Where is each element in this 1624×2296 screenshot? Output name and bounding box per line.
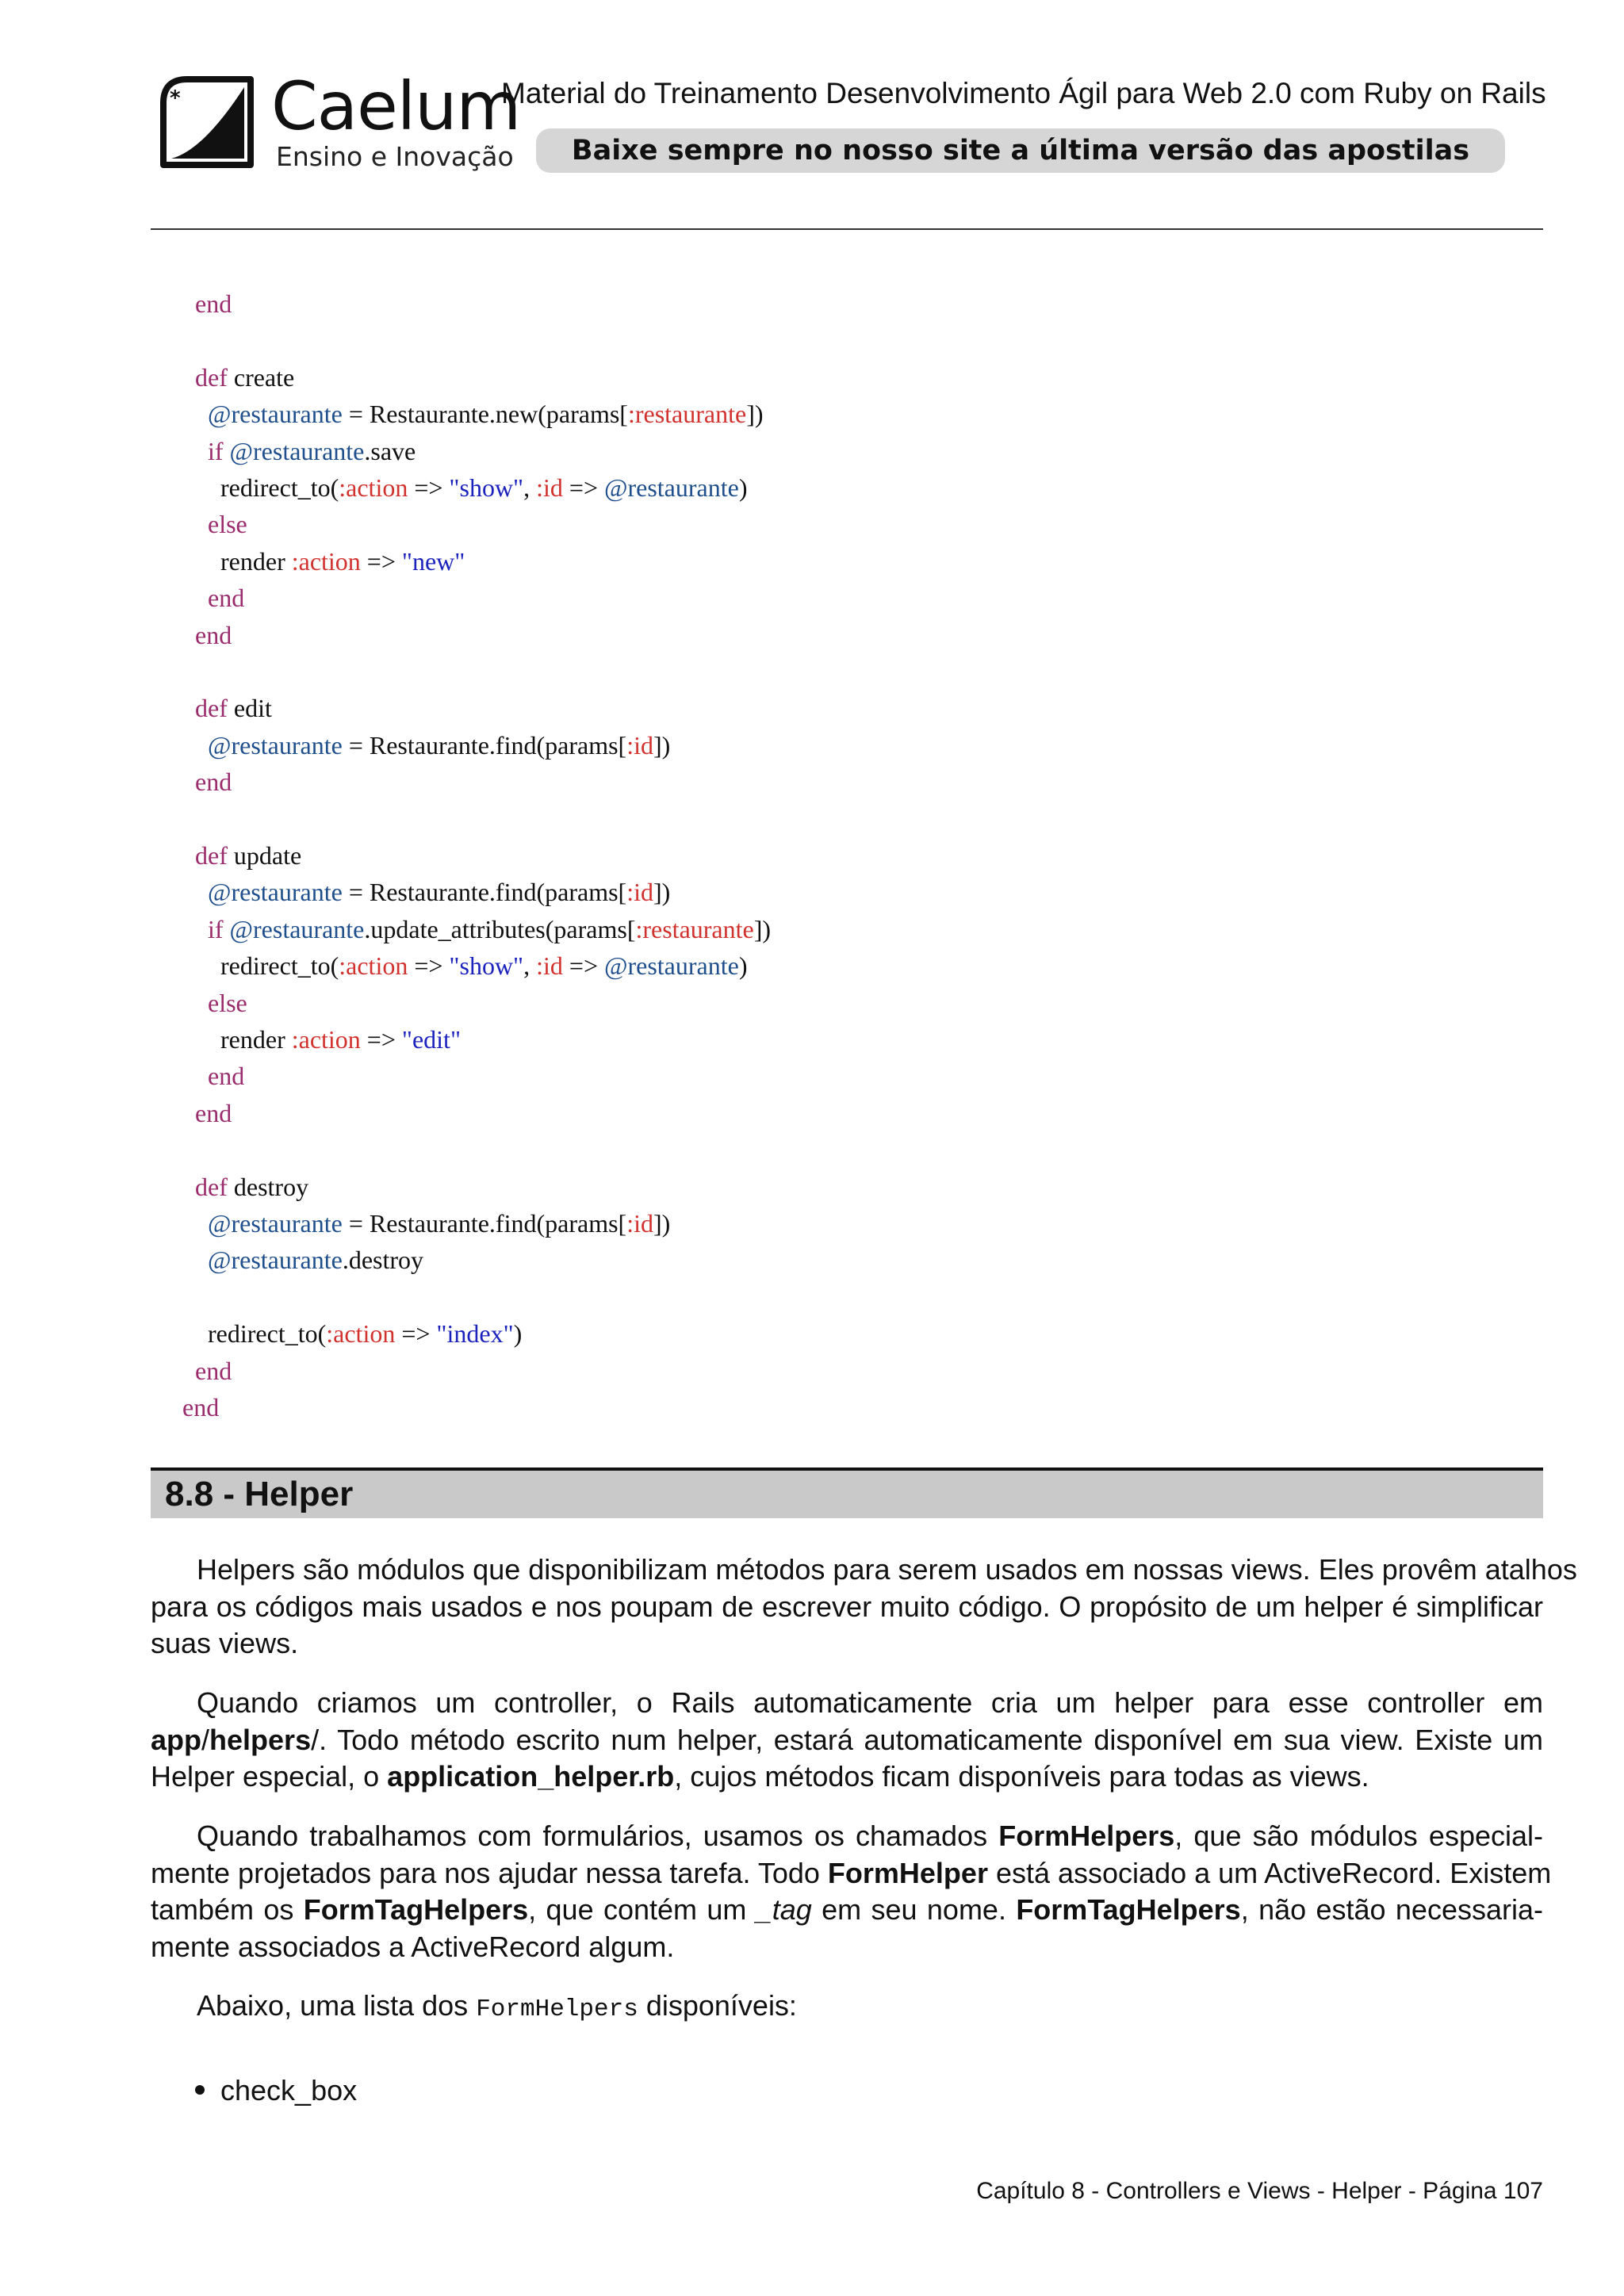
code-token: => xyxy=(562,473,604,502)
code-token: end xyxy=(170,584,245,613)
code-token: else xyxy=(170,510,247,539)
paragraph-line: suas views. xyxy=(151,1627,299,1659)
paragraph-3 xyxy=(151,1818,1552,1965)
code-token: => xyxy=(360,546,402,576)
code-line xyxy=(170,396,764,432)
paragraph-line xyxy=(151,1722,1543,1759)
code-line xyxy=(170,1315,522,1352)
code-line xyxy=(170,1021,461,1058)
bold-text: application_helper.rb xyxy=(387,1760,675,1793)
code-line xyxy=(170,1353,232,1389)
code-token: "index" xyxy=(436,1319,514,1349)
code-line xyxy=(170,359,294,396)
caelum-logo xyxy=(155,67,521,176)
header-title: Material do Treinamento Desenvolvimento Ágil para Web 2.0 com Ruby on Rails xyxy=(501,77,1546,109)
code-token: :id xyxy=(626,730,653,760)
code-token: :id xyxy=(536,473,563,502)
paragraph-line xyxy=(151,1818,1543,1855)
code-token: def xyxy=(170,694,228,723)
code-line xyxy=(170,1095,232,1131)
code-token: redirect_to( xyxy=(170,1319,327,1349)
code-token: def xyxy=(170,841,228,870)
code-token: ) xyxy=(738,473,748,502)
code-token: = Restaurante.find(params[ xyxy=(342,1209,627,1238)
code-token: create xyxy=(227,362,295,392)
list-item-label: check_box xyxy=(220,2074,358,2107)
paragraph-line xyxy=(151,1988,1543,2029)
code-token: @restaurante xyxy=(229,436,365,465)
bullet-icon xyxy=(195,2085,205,2095)
paragraph-1 xyxy=(151,1552,1577,1663)
code-line xyxy=(170,690,272,726)
code-token: .update_attributes(params[ xyxy=(364,914,636,943)
code-token xyxy=(224,915,230,943)
code-token: ]) xyxy=(653,878,671,907)
code-token: end xyxy=(170,1393,220,1422)
code-line xyxy=(170,580,244,616)
code-token: update xyxy=(227,841,302,870)
code-token: :action xyxy=(291,1025,361,1054)
code-token: :restaurante xyxy=(627,400,747,429)
code-token: = Restaurante.find(params[ xyxy=(342,730,627,760)
text: Quando trabalhamos com formulários, usamos os chamados xyxy=(197,1820,999,1852)
code-token: end xyxy=(170,1062,245,1091)
list-item xyxy=(195,2072,357,2109)
code-line xyxy=(170,506,247,542)
text: também os xyxy=(151,1893,304,1926)
code-token: => xyxy=(360,1025,402,1054)
code-line xyxy=(170,763,232,800)
bold-text: app xyxy=(151,1723,202,1756)
code-token: "edit" xyxy=(401,1025,461,1054)
download-banner: Baixe sempre no nosso site a última versão das apostilas xyxy=(536,128,1505,173)
code-token: "new" xyxy=(401,546,465,576)
section-title: 8.8 - Helper xyxy=(165,1475,354,1513)
text: Abaixo, uma lista dos xyxy=(197,1989,477,2022)
code-token: @restaurante xyxy=(170,878,343,907)
code-token: :id xyxy=(626,1209,653,1238)
code-line xyxy=(170,285,232,322)
code-token: :action xyxy=(339,951,408,981)
code-token: @restaurante xyxy=(603,473,739,502)
code-line xyxy=(170,985,247,1021)
header-divider xyxy=(151,228,1543,230)
code-line xyxy=(170,727,670,763)
code-token: :action xyxy=(339,473,408,502)
code-line xyxy=(170,1058,244,1094)
logo-name: Caelum xyxy=(271,67,521,145)
text: está associado a um ActiveRecord. Existem xyxy=(987,1856,1552,1889)
code-line xyxy=(170,543,465,580)
code-line xyxy=(170,947,747,984)
code-line xyxy=(170,911,771,947)
code-token: if xyxy=(170,914,224,943)
paragraph-2 xyxy=(151,1685,1543,1796)
code-token: def xyxy=(170,362,228,392)
code-token: => xyxy=(408,473,450,502)
code-token: edit xyxy=(227,694,272,723)
paragraph-line xyxy=(151,1855,1552,1892)
bold-text: FormHelper xyxy=(827,1856,988,1889)
code-token: render xyxy=(170,546,292,576)
code-token xyxy=(224,437,230,465)
code-token: "show" xyxy=(449,951,524,981)
code-token: :action xyxy=(326,1319,396,1349)
code-inline: FormHelpers xyxy=(476,1996,638,2023)
bold-text: FormTagHelpers xyxy=(1016,1893,1241,1926)
text: / xyxy=(201,1723,210,1756)
text: , não estão necessaria- xyxy=(1240,1893,1543,1926)
code-token: ]) xyxy=(653,730,671,760)
code-token: :restaurante xyxy=(635,914,754,943)
code-line xyxy=(170,1169,308,1205)
bold-text: FormHelpers xyxy=(998,1820,1175,1852)
text: em seu nome. xyxy=(811,1893,1017,1926)
text: disponíveis: xyxy=(638,1989,797,2022)
code-token: def xyxy=(170,1172,228,1201)
code-token: :id xyxy=(626,878,653,907)
code-line xyxy=(170,1389,219,1425)
code-token: end xyxy=(170,1098,232,1127)
code-line xyxy=(170,1242,423,1278)
code-token: , xyxy=(523,473,537,502)
code-token: if xyxy=(170,436,224,465)
code-token: ) xyxy=(513,1319,523,1349)
code-line xyxy=(170,1205,670,1242)
italic-text: _tag xyxy=(756,1893,812,1926)
code-line xyxy=(170,874,670,910)
logo-tagline: Ensino e Inovação xyxy=(276,141,514,172)
code-token: .save xyxy=(364,436,416,465)
code-token: .destroy xyxy=(342,1246,424,1275)
paragraph-4 xyxy=(151,1988,1543,2029)
code-token: @restaurante xyxy=(170,1209,343,1238)
code-line xyxy=(170,433,416,469)
code-token: @restaurante xyxy=(170,1246,343,1275)
bold-text: FormTagHelpers xyxy=(303,1893,529,1926)
text: , que são módulos especial- xyxy=(1174,1820,1543,1852)
code-token: redirect_to( xyxy=(170,473,339,502)
code-token: end xyxy=(170,289,232,318)
paragraph-line xyxy=(151,1758,1543,1796)
code-token: "show" xyxy=(449,473,524,502)
code-line xyxy=(170,837,301,874)
caelum-logo-icon xyxy=(155,71,257,171)
page-footer: Capítulo 8 - Controllers e Views - Helper - Página 107 xyxy=(976,2178,1543,2204)
text: mente projetados para nos ajudar nessa tarefa. Todo xyxy=(151,1856,828,1889)
code-token: = Restaurante.new(params[ xyxy=(342,400,628,429)
code-token: :id xyxy=(536,951,563,981)
code-token: :action xyxy=(291,546,361,576)
paragraph-line: mente associados a ActiveRecord algum. xyxy=(151,1930,675,1963)
paragraph-line xyxy=(151,1892,1543,1929)
code-token: destroy xyxy=(227,1172,309,1201)
code-token: else xyxy=(170,988,247,1017)
code-token: => xyxy=(395,1319,437,1349)
bold-text: helpers xyxy=(209,1723,312,1756)
code-token: ]) xyxy=(753,914,772,943)
code-token: @restaurante xyxy=(603,951,739,981)
text: Helper especial, o xyxy=(151,1760,388,1793)
code-token: ) xyxy=(738,951,748,981)
code-token: end xyxy=(170,767,232,797)
code-token: @restaurante xyxy=(170,400,343,429)
section-header xyxy=(151,1468,1543,1518)
code-line xyxy=(170,469,747,506)
code-token: end xyxy=(170,1356,232,1385)
code-token: @restaurante xyxy=(229,914,365,943)
code-token: redirect_to( xyxy=(170,951,339,981)
svg-text:*: * xyxy=(170,86,181,110)
code-token: = Restaurante.find(params[ xyxy=(342,878,627,907)
code-token: => xyxy=(562,951,604,981)
code-token: @restaurante xyxy=(170,730,343,760)
paragraph-line: para os códigos mais usados e nos poupam de escrever muito código. O propósito de um helper é simplificar xyxy=(151,1590,1543,1623)
text: , cujos métodos ficam disponíveis para todas as views. xyxy=(674,1760,1369,1793)
code-token: , xyxy=(523,951,537,981)
code-line xyxy=(170,617,232,653)
code-token: ]) xyxy=(746,400,764,429)
code-token: ]) xyxy=(653,1209,671,1238)
code-token: end xyxy=(170,620,232,649)
code-token: => xyxy=(408,951,450,981)
paragraph-line: Quando criamos um controller, o Rails automaticamente cria um helper para esse controller em xyxy=(197,1686,1543,1719)
text: , que contém um xyxy=(528,1893,756,1926)
text: /. Todo método escrito num helper, estará automaticamente disponível em sua view. Existe um xyxy=(311,1723,1543,1756)
code-token: render xyxy=(170,1025,292,1054)
paragraph-line: Helpers são módulos que disponibilizam métodos para serem usados em nossas views. Eles provêm atalhos xyxy=(197,1553,1577,1586)
